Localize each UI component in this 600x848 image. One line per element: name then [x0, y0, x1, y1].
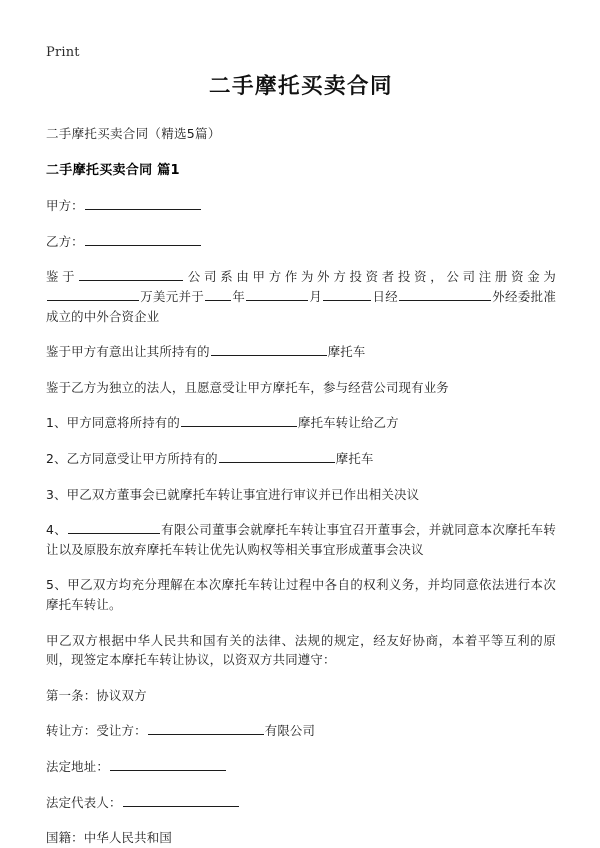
item-2-text-b: 摩托车 — [335, 451, 374, 467]
party-b-line — [46, 232, 556, 252]
item-4-number: 4、 — [46, 522, 67, 538]
whereas-1-text-a: 鉴于 — [46, 269, 79, 285]
month-blank[interactable] — [246, 288, 308, 301]
list-item-4 — [46, 520, 556, 559]
section-heading: 二手摩托买卖合同 篇1 — [46, 162, 180, 178]
item-1-text-a: 1、甲方同意将所持有的 — [46, 415, 180, 431]
legal-representative-label: 法定代表人： — [46, 794, 122, 810]
print-link[interactable]: Print — [46, 45, 80, 60]
item-2-text-a: 2、乙方同意受让甲方所持有的 — [46, 451, 218, 467]
page-title: 二手摩托买卖合同 — [208, 74, 393, 99]
legal-representative-blank[interactable] — [123, 794, 239, 807]
list-item-3: 3、甲乙双方董事会已就摩托车转让事宜进行审议并已作出相关决议 — [46, 486, 420, 502]
nationality-line: 国籍：中华人民共和国 — [46, 830, 172, 846]
whereas-clause-2 — [46, 342, 556, 362]
capital-amount-blank[interactable] — [47, 288, 139, 301]
document-content — [46, 72, 556, 848]
company-name-blank[interactable] — [79, 269, 183, 282]
party-a-label: 甲方： — [46, 198, 84, 214]
authority-blank[interactable] — [399, 288, 491, 301]
transferee-suffix: 有限公司 — [264, 723, 316, 739]
party-a-line — [46, 196, 556, 216]
party-a-blank[interactable] — [85, 198, 201, 211]
whereas-2-text-a: 鉴于甲方有意出让其所持有的 — [46, 344, 210, 360]
party-b-label: 乙方： — [46, 233, 84, 249]
article-1-heading: 第一条：协议双方 — [46, 687, 147, 703]
whereas-clause-3: 鉴于乙方为独立的法人，且愿意受让甲方摩托车，参与经营公司现有业务 — [46, 379, 449, 395]
list-item-1 — [46, 413, 556, 433]
transferee-company-blank[interactable] — [148, 723, 264, 736]
agreement-basis-paragraph: 甲乙双方根据中华人民共和国有关的法律、法规的规定，经友好协商，本着平等互利的原则，现签定本摩托车转让协议，以资双方共同遵守： — [46, 632, 556, 668]
year-blank[interactable] — [205, 288, 231, 301]
legal-address-label: 法定地址： — [46, 758, 109, 774]
legal-address-line — [46, 757, 556, 777]
document-subtitle: 二手摩托买卖合同（精选5篇） — [46, 126, 221, 142]
motorcycle-blank-3[interactable] — [219, 450, 335, 463]
whereas-1-text-c: 万美元并于 — [140, 289, 205, 305]
whereas-1-text-b: 公司系由甲方作为外方投资者投资，公司注册资金为 — [184, 269, 556, 285]
motorcycle-blank-2[interactable] — [181, 415, 297, 428]
list-item-2 — [46, 449, 556, 469]
whereas-1-text-d: 年 — [232, 289, 246, 305]
motorcycle-blank-1[interactable] — [211, 343, 327, 356]
party-b-blank[interactable] — [85, 233, 201, 246]
legal-representative-line — [46, 793, 556, 813]
day-blank[interactable] — [323, 288, 371, 301]
item-1-text-b: 摩托车转让给乙方 — [298, 415, 399, 431]
legal-address-blank[interactable] — [110, 758, 226, 771]
transferor-label: 转让方：受让方： — [46, 723, 147, 739]
whereas-1-text-f: 日经 — [372, 289, 399, 305]
whereas-1-text-g: 外经委批准成立的中外合资企业 — [46, 289, 557, 324]
item-4-text: 有限公司董事会就摩托车转让事宜召开董事会，并就同意本次摩托车转让以及原股东放弃摩托车转让优先认购权等相关事宜形成董事会决议 — [46, 522, 556, 557]
whereas-1-text-e: 月 — [309, 289, 323, 305]
list-item-5: 5、甲乙双方均充分理解在本次摩托车转让过程中各自的权利义务，并均同意依法进行本次摩托车转让。 — [46, 577, 556, 612]
transferor-transferee-line — [46, 721, 556, 741]
whereas-clause-1 — [46, 267, 556, 326]
company-blank-2[interactable] — [68, 521, 160, 534]
whereas-2-text-b: 摩托车 — [327, 344, 366, 360]
